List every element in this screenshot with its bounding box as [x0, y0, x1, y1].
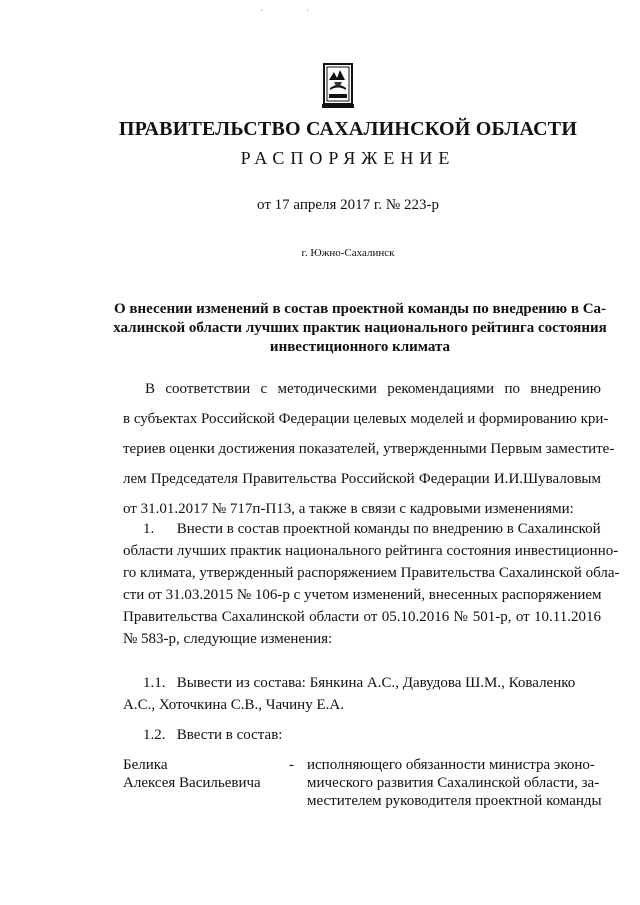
- body-line: А.С., Хоточкина С.В., Чачину Е.А.: [123, 697, 344, 713]
- subject-line: халинской области лучших практик национального рейтинга состояния: [113, 320, 607, 336]
- appointee-role: [307, 756, 623, 810]
- document-subject: [100, 300, 620, 357]
- body-line: териев оценки достижения показателей, утвержденными Первым заместите-: [123, 441, 615, 457]
- body-line: В соответствии с методическими рекомендациями по внедрению: [145, 381, 601, 397]
- body-line: го климата, утвержденный распоряжением Правительства Сахалинской обла-: [123, 565, 620, 581]
- scan-specks: · ·: [260, 6, 330, 17]
- city: г. Южно-Сахалинск: [301, 247, 395, 259]
- clause-1: 1. Внести в состав проектной команды по внедрению в Сахалинской: [143, 521, 601, 537]
- role-line: исполняющего обязанности министра эконо-: [307, 757, 595, 773]
- body-line: лем Председателя Правительства Российской Федерации И.И.Шуваловым: [123, 471, 601, 487]
- body-line: № 583-р, следующие изменения:: [123, 631, 333, 647]
- entry-dash: -: [289, 757, 294, 773]
- appointee-name: [123, 756, 283, 792]
- body-line: Правительства Сахалинской области от 05.10.2016 № 501-р, от 10.11.2016: [123, 609, 601, 625]
- body-line: в субъектах Российской Федерации целевых моделей и формированию кри-: [123, 411, 609, 427]
- date-and-number: от 17 апреля 2017 г. № 223-р: [257, 197, 439, 213]
- role-line: местителем руководителя проектной команды: [307, 793, 602, 809]
- coat-of-arms-icon: [320, 60, 356, 112]
- appointee-surname: Белика: [123, 757, 168, 773]
- body-line: от 31.01.2017 № 717п-П13, а также в связи с кадровыми изменениями:: [123, 501, 574, 517]
- clause-1-2: 1.2. Ввести в состав:: [143, 727, 283, 743]
- body-line: области лучших практик национального рейтинга состояния инвестиционно-: [123, 543, 619, 559]
- subject-line: инвестиционного климата: [269, 339, 451, 355]
- clause-1-1: 1.1. Вывести из состава: Бянкина А.С., Давудова Ш.М., Коваленко: [143, 675, 576, 691]
- role-line: мического развития Сахалинской области, за-: [307, 775, 600, 791]
- organization-title: ПРАВИТЕЛЬСТВО САХАЛИНСКОЙ ОБЛАСТИ: [118, 118, 578, 140]
- document-type: РАСПОРЯЖЕНИЕ: [240, 148, 456, 168]
- body-line: сти от 31.03.2015 № 106-р с учетом изменений, внесенных распоряжением: [123, 587, 602, 603]
- appointee-given-names: Алексея Васильевича: [123, 775, 261, 791]
- subject-line: О внесении изменений в состав проектной команды по внедрению в Са-: [113, 301, 607, 317]
